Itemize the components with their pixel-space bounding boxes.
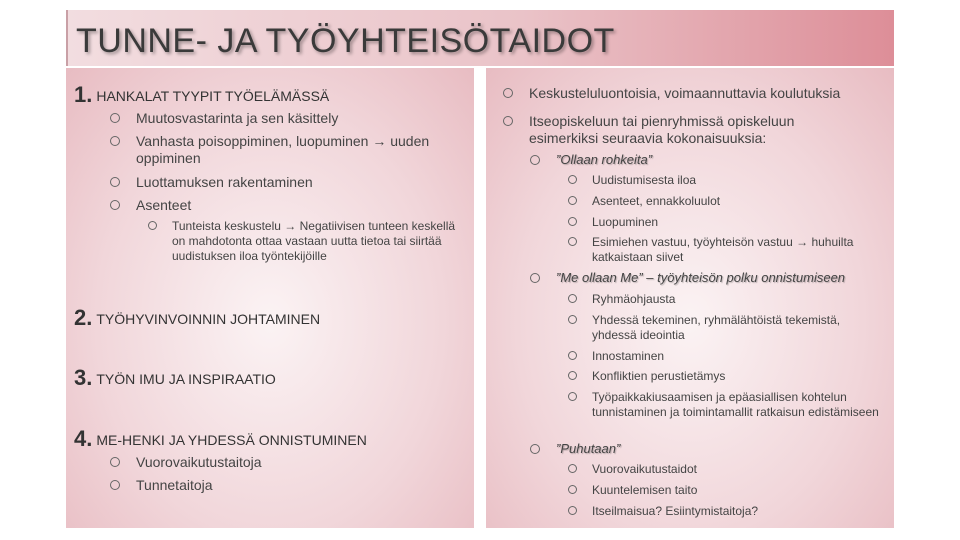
section-4-heading [74, 426, 367, 452]
title-bar [66, 10, 894, 66]
bullet-circle-icon [568, 217, 577, 226]
list-item: Yhdessä tekeminen, ryhmälähtöistä tekemistä, yhdessä ideointia [592, 313, 882, 343]
bullet-circle-icon [568, 371, 577, 380]
bullet-circle-icon [110, 200, 120, 210]
section-2-number: 2. [74, 305, 93, 330]
list-item: Muutosvastarinta ja sen käsittely [136, 110, 456, 127]
bullet-circle-icon [568, 294, 577, 303]
list-item: Itseilmaisua? Esiintymistaitoja? [592, 504, 882, 519]
list-item: Luopuminen [592, 215, 882, 230]
list-item: Keskusteluluontoisia, voimaannuttavia koulutuksia [529, 85, 884, 102]
bullet-circle-icon [110, 136, 120, 146]
list-item: Tunnetaitoja [136, 477, 456, 494]
list-item: Konfliktien perustietämys [592, 369, 882, 384]
bullet-circle-icon [110, 113, 120, 123]
bullet-circle-icon [530, 444, 540, 454]
section-2-title: TYÖHYVINVOINNIN JOHTAMINEN [96, 311, 321, 327]
bullet-circle-icon [568, 392, 577, 401]
group-label: ”Ollaan rohkeita” [556, 152, 876, 168]
bullet-circle-icon [568, 196, 577, 205]
slide-title: TUNNE- JA TYÖYHTEISÖTAIDOT [76, 22, 615, 60]
bullet-circle-icon [503, 116, 513, 126]
list-item: Ryhmäohjausta [592, 292, 882, 307]
list-item: Vuorovaikutustaitoja [136, 454, 456, 471]
bullet-circle-icon [568, 485, 577, 494]
list-item: Esimiehen vastuu, työyhteisön vastuu → huhuilta katkaistaan siivet [592, 235, 884, 265]
list-item: Vanhasta poisoppiminen, luopuminen → uuden oppiminen [136, 133, 456, 167]
section-4-number: 4. [74, 426, 93, 451]
bullet-circle-icon [568, 351, 577, 360]
section-3-number: 3. [74, 365, 93, 390]
sub-list-item: Tunteista keskustelu → Negatiivisen tunteen keskellä on mahdotonta ottaa vastaan uutta tietoa tai siirtää uudistuksen iloa työntekijöille [172, 219, 464, 264]
list-item: Asenteet [136, 197, 456, 214]
group-label: ”Puhutaan” [556, 441, 876, 457]
bullet-circle-icon [110, 177, 120, 187]
bullet-circle-icon [530, 155, 540, 165]
list-item: Innostaminen [592, 349, 882, 364]
list-item: Kuuntelemisen taito [592, 483, 882, 498]
list-item: Työpaikkakiusaamisen ja epäasiallisen kohtelun tunnistaminen ja toimintamallit ratkaisun edistämiseen [592, 390, 882, 420]
section-2-heading [74, 305, 320, 331]
bullet-circle-icon [568, 464, 577, 473]
bullet-circle-icon [148, 221, 157, 230]
list-item: Asenteet, ennakkoluulot [592, 194, 882, 209]
list-item: Luottamuksen rakentaminen [136, 174, 456, 191]
bullet-circle-icon [110, 457, 120, 467]
section-3-heading [74, 365, 276, 391]
section-1-number: 1. [74, 82, 93, 107]
list-item: Uudistumisesta iloa [592, 173, 882, 188]
bullet-circle-icon [568, 237, 577, 246]
section-4-title: ME-HENKI JA YHDESSÄ ONNISTUMINEN [96, 432, 367, 448]
section-1-heading [74, 82, 329, 108]
bullet-circle-icon [110, 480, 120, 490]
section-3-title: TYÖN IMU JA INSPIRAATIO [96, 371, 276, 387]
list-item: Vuorovaikutustaidot [592, 462, 882, 477]
bullet-circle-icon [568, 506, 577, 515]
group-label: ”Me ollaan Me” – työyhteisön polku onnistumiseen [556, 270, 886, 286]
section-1-title: HANKALAT TYYPIT TYÖELÄMÄSSÄ [96, 88, 330, 104]
list-item: Itseopiskeluun tai pienryhmissä opiskeluun esimerkiksi seuraavia kokonaisuuksia: [529, 113, 829, 147]
bullet-circle-icon [503, 88, 513, 98]
bullet-circle-icon [568, 315, 577, 324]
bullet-circle-icon [530, 273, 540, 283]
bullet-circle-icon [568, 175, 577, 184]
